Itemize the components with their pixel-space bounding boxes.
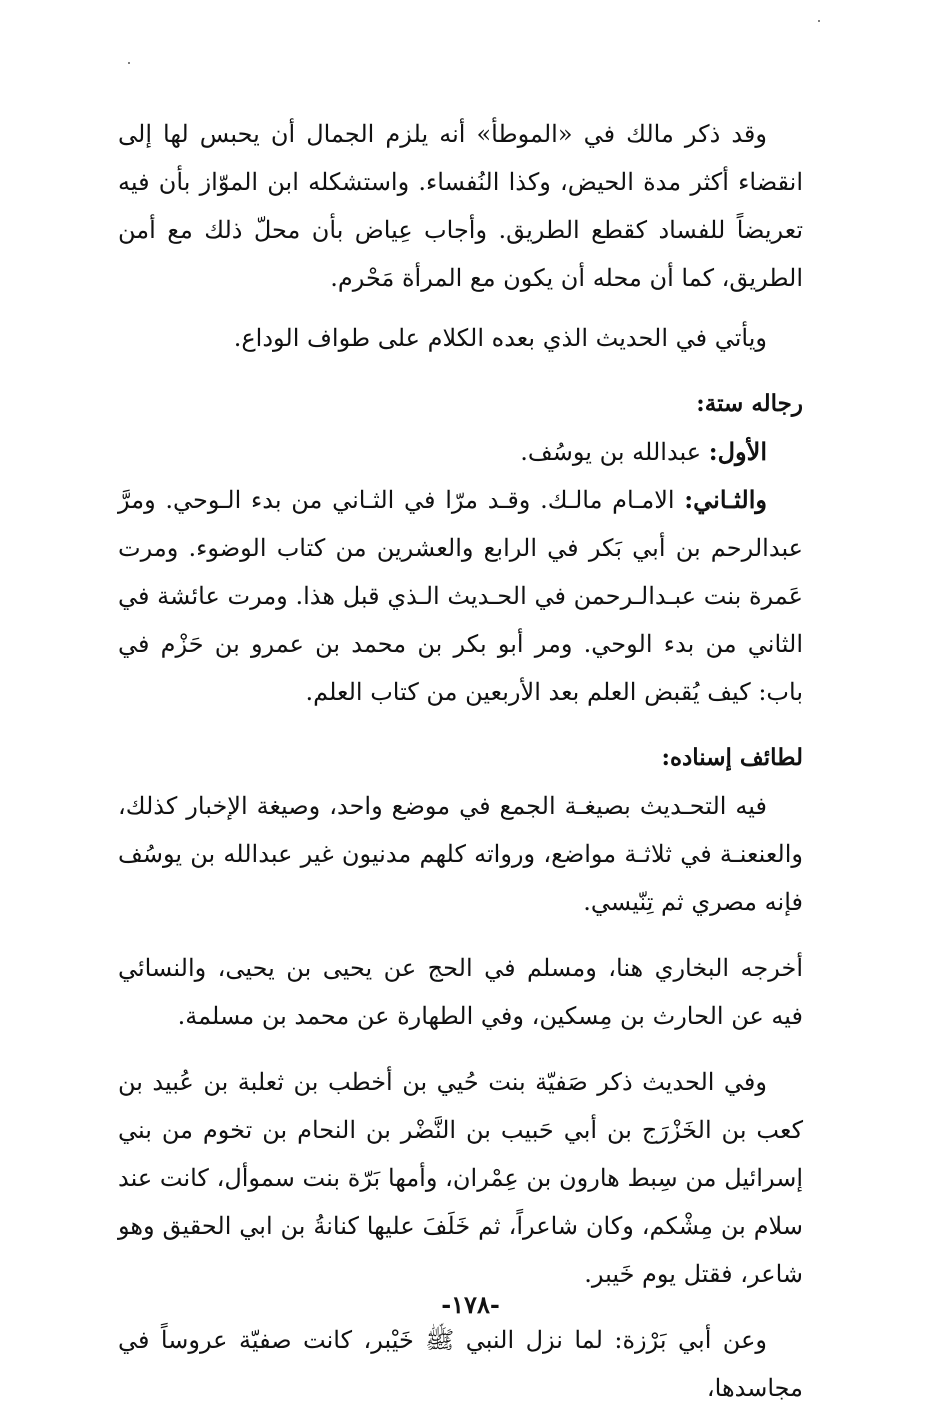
paragraph-isnad: فيه التحـديث بصيغـة الجمع في موضع واحد، وصيغة الإخبار كذلك، والعنعنـة في ثلاثـة مواضع، ورواته كلهم مدنيون غير عبدالله بن يوسُف فإنه مصري ثم تِنّيسي. (118, 792, 803, 916)
narrator-first-text: عبدالله بن يوسُف. (520, 438, 709, 466)
heading-lataif: لطائف إسناده: (661, 744, 803, 771)
narrator-second (118, 476, 803, 716)
scan-speck (818, 20, 820, 22)
paragraph-tawaf: ويأتي في الحديث الذي بعده الكلام على طواف الوداع. (233, 324, 767, 352)
narrator-second-text: الامـام مالـك. وقـد مرّا في الثـاني من بدء الـوحي. ومرَّ عبدالرحم بن أبي بَكر في الرابع والعشرين من كتاب الوضوء. ومرت عَمرة بنت عبـدالـرحمن في الحـديث الـذي قبل هذا. ومرت عائشة في الثاني من بدء الوحي. ومر أبو بكر بن محمد بن عمرو بن حَزْم في باب: كيف يُقبض العلم بعد الأربعين من كتاب العلم. (118, 486, 803, 706)
paragraph-abu-barza: وعن أبي بَرْزة: لما نزل النبي ﷺ خَيْبر، كانت صفيّة عروساً في مجاسدها، (118, 1326, 803, 1402)
main-text (118, 110, 803, 1412)
paragraph-safiyya: وفي الحديث ذكر صَفيّة بنت حُيي بن أخطب بن ثعلبة بن عُبيد بن كعب بن الخَزْرَج بن أبي حَبيب بن النَّضْر بن النحام بن تخوم من بني إسرائيل من سِبط هارون بن عِمْران، وأمها بَرّة بنت سموأل، كانت عند سلام بن مِشْكم، وكان شاعراً، ثم خَلَفَ عليها كنانةُ بن ابي الحقيق وهو شاعر، فقتل يوم خَيبر. (118, 1068, 803, 1288)
paragraph-takhrij: أخرجه البخاري هنا، ومسلم في الحج عن يحيى بن يحيى، والنسائي فيه عن الحارث بن مِسكين، وفي الطهارة عن محمد بن مسلمة. (118, 954, 803, 1030)
narrator-second-label: والثـاني: (684, 485, 767, 514)
narrator-first (118, 428, 803, 476)
narrator-first-label: الأول: (708, 437, 767, 466)
paragraph-muwatta: وقد ذكر مالك في «الموطأ» أنه يلزم الجمال أن يحبس لها إلى انقضاء أكثر مدة الحيض، وكذا النُفساء. واستشكله ابن الموّاز بأن فيه تعريضاً للفساد كقطع الطريق. وأجاب عِياض بأن محلّ ذلك مع أمن الطريق، كما أن محله أن يكون مع المرأة مَحْرم. (118, 120, 803, 292)
heading-rijal: رجاله ستة: (696, 390, 803, 417)
scan-speck (128, 62, 130, 64)
page-number: -١٧٨- (441, 1290, 500, 1319)
